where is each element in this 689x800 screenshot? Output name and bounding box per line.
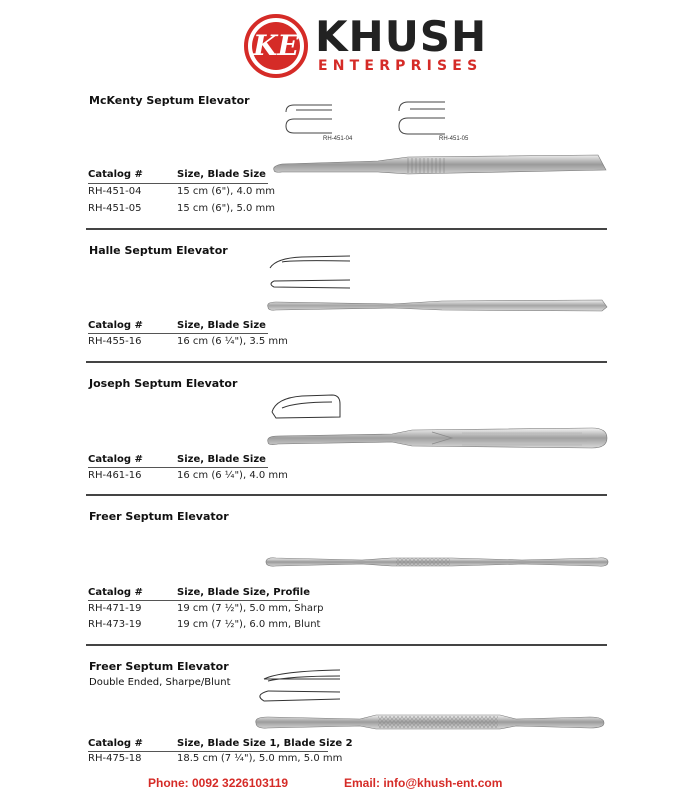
instrument-image (250, 665, 610, 740)
instrument-image (262, 548, 612, 576)
figure-label: RH-451-04 (323, 136, 353, 142)
column-header-size: Size, Blade Size (177, 169, 266, 180)
section-divider (86, 228, 607, 230)
instrument-image (268, 148, 610, 188)
figure-label: RH-451-05 (439, 136, 469, 142)
instrument-image (262, 252, 612, 322)
size-value: 19 cm (7 ½"), 5.0 mm, Sharp (177, 603, 324, 614)
footer-email[interactable]: Email: info@khush-ent.com (344, 776, 503, 790)
section-title: Halle Septum Elevator (89, 244, 228, 257)
header-divider (88, 751, 328, 752)
section-title: Joseph Septum Elevator (89, 377, 238, 390)
brand-name: KHUSH (315, 12, 488, 61)
catalog-number: RH-473-19 (88, 619, 142, 630)
column-header-size: Size, Blade Size (177, 454, 266, 465)
size-value: 16 cm (6 ¼"), 3.5 mm (177, 336, 288, 347)
size-value: 18.5 cm (7 ¼"), 5.0 mm, 5.0 mm (177, 753, 343, 764)
section-title: Freer Septum Elevator (89, 660, 229, 673)
catalog-number: RH-475-18 (88, 753, 142, 764)
column-header-size: Size, Blade Size (177, 320, 266, 331)
catalog-number: RH-451-04 (88, 186, 142, 197)
catalog-number: RH-461-16 (88, 470, 142, 481)
catalog-number: RH-471-19 (88, 603, 142, 614)
column-header-catalog: Catalog # (88, 738, 143, 749)
header-divider (88, 333, 268, 334)
column-header-catalog: Catalog # (88, 454, 143, 465)
size-value: 16 cm (6 ¼"), 4.0 mm (177, 470, 288, 481)
catalog-number: RH-451-05 (88, 203, 142, 214)
size-value: 19 cm (7 ½"), 6.0 mm, Blunt (177, 619, 321, 630)
section-divider (86, 494, 607, 496)
column-header-catalog: Catalog # (88, 320, 143, 331)
size-value: 15 cm (6"), 5.0 mm (177, 203, 276, 214)
section-title: Freer Septum Elevator (89, 510, 229, 523)
header-divider (88, 600, 298, 601)
catalog-number: RH-455-16 (88, 336, 142, 347)
column-header-catalog: Catalog # (88, 587, 143, 598)
section-title: McKenty Septum Elevator (89, 94, 250, 107)
header-divider (88, 183, 268, 184)
section-divider (86, 644, 607, 646)
column-header-size: Size, Blade Size, Profile (177, 587, 310, 598)
brand-tagline: ENTERPRISES (318, 58, 483, 74)
size-value: 15 cm (6"), 4.0 mm (177, 186, 276, 197)
column-header-size: Size, Blade Size 1, Blade Size 2 (177, 738, 353, 749)
header-divider (88, 467, 268, 468)
section-subtitle: Double Ended, Sharpe/Blunt (89, 677, 231, 688)
section-divider (86, 361, 607, 363)
logo-monogram: KE (252, 22, 300, 70)
footer-phone: Phone: 0092 3226103119 (148, 776, 289, 790)
column-header-catalog: Catalog # (88, 169, 143, 180)
instrument-image (262, 390, 612, 460)
